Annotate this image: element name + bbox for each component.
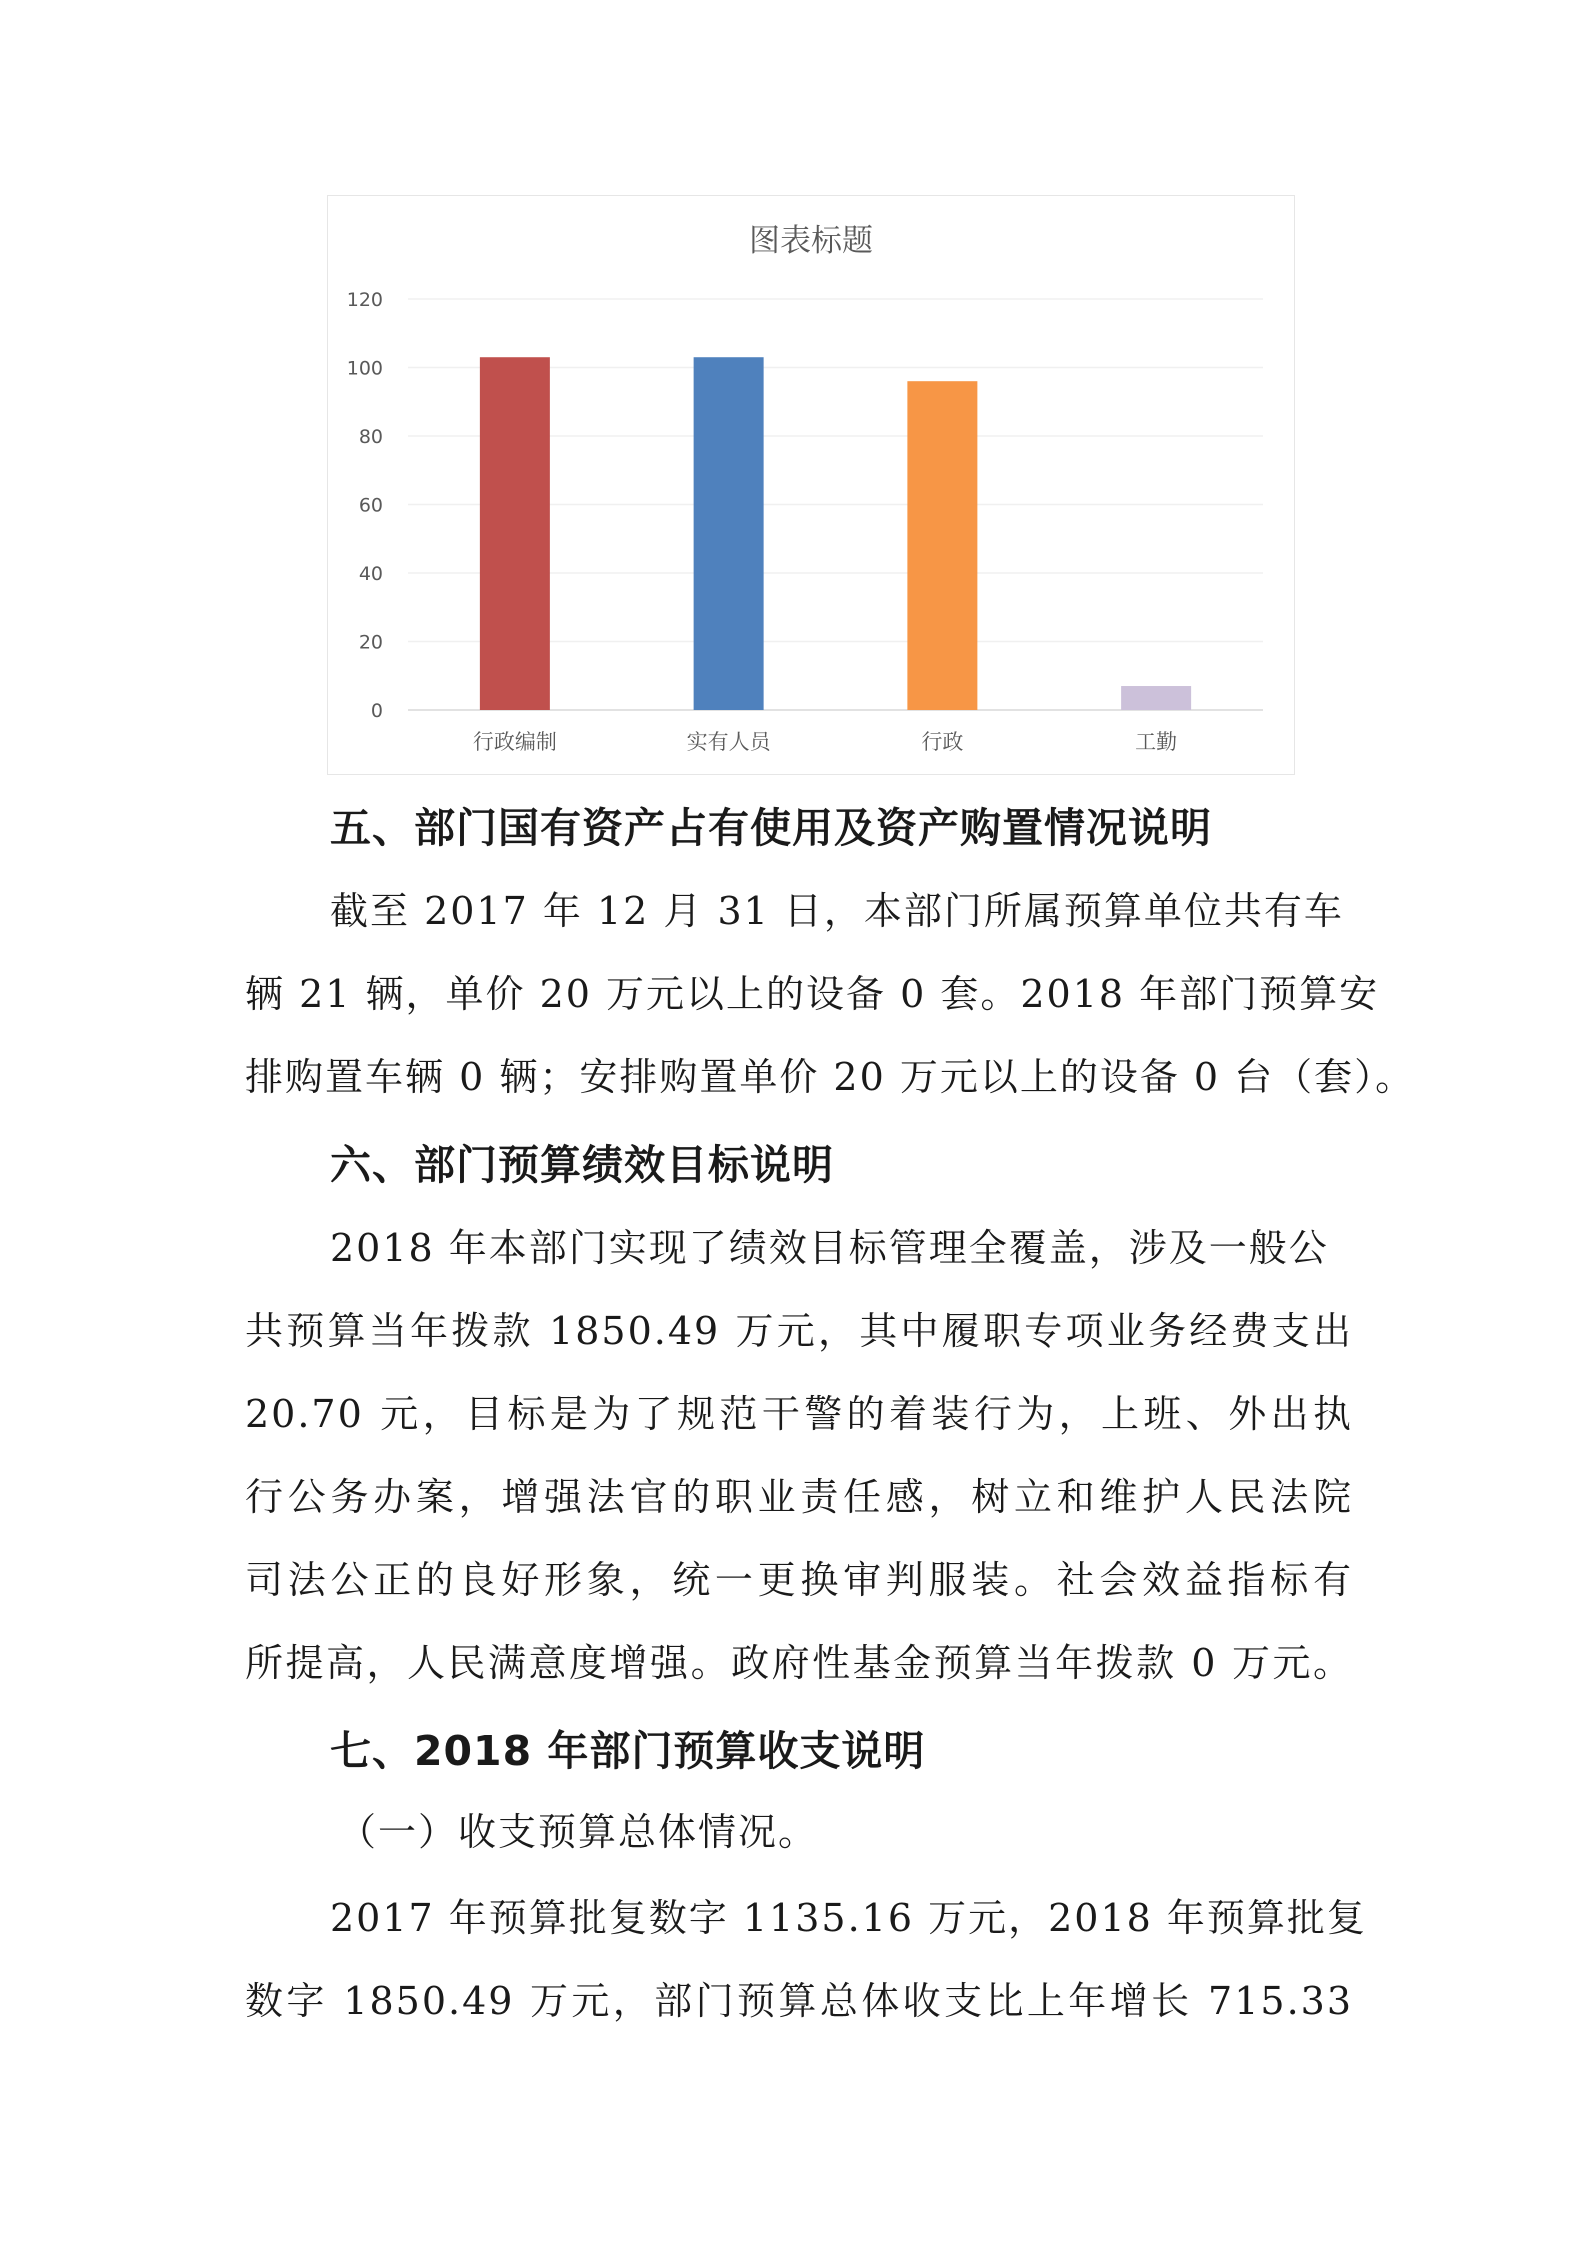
section-7-line: 2017 年预算批复数字 1135.16 万元，2018 年预算批复 [330,1896,1367,1940]
section-5-heading: 五、部门国有资产占有使用及资产购置情况说明 [330,804,1212,852]
y-tick-label: 20 [358,631,383,654]
y-tick-label: 0 [370,700,383,722]
y-tick-label: 80 [358,426,383,448]
chart-title: 图表标题 [749,223,873,259]
section-6-line: 司法公正的良好形象，统一更换审判服装。社会效益指标有 [245,1558,1353,1602]
section-6-line: 行公务办案，增强法官的职业责任感，树立和维护人民法院 [245,1475,1353,1519]
section-6-line: 2018 年本部门实现了绩效目标管理全覆盖，涉及一般公 [330,1226,1329,1270]
bar-2 [694,357,764,710]
section-7-subheading: （一）收支预算总体情况。 [338,1810,819,1854]
chart-canvas [328,196,1294,774]
section-5-line: 辆 21 辆，单价 20 万元以上的设备 0 套。2018 年部门预算安 [245,972,1380,1016]
section-6-line: 20.70 元，目标是为了规范干警的着装行为，上班、外出执 [245,1392,1353,1436]
section-6-line: 所提高，人民满意度增强。政府性基金预算当年拨款 0 万元。 [245,1641,1353,1685]
x-tick-label: 行政编制 [472,730,557,754]
y-tick-label: 40 [358,563,383,585]
y-tick-label: 100 [346,357,383,380]
x-tick-label: 行政 [921,730,964,754]
bar-chart [327,195,1295,775]
section-6-line: 共预算当年拨款 1850.49 万元，其中履职专项业务经费支出 [245,1309,1353,1353]
bar-1 [480,357,550,710]
bar-4 [1121,686,1191,710]
x-tick-label: 实有人员 [686,730,771,754]
x-tick-label: 工勤 [1135,730,1178,754]
chart-x-axis [473,730,1177,754]
section-7-line: 数字 1850.49 万元，部门预算总体收支比上年增长 715.33 [245,1979,1353,2023]
section-5-line: 排购置车辆 0 辆；安排购置单价 20 万元以上的设备 0 台（套）。 [245,1055,1416,1099]
section-7-heading: 七、2018 年部门预算收支说明 [330,1727,926,1775]
y-tick-label: 120 [346,289,383,311]
y-tick-label: 60 [358,494,383,517]
chart-bars [480,357,1191,710]
section-5-line: 截至 2017 年 12 月 31 日，本部门所属预算单位共有车 [330,889,1344,933]
chart-y-axis [347,289,383,722]
bar-3 [907,381,977,710]
section-6-heading: 六、部门预算绩效目标说明 [330,1141,834,1189]
